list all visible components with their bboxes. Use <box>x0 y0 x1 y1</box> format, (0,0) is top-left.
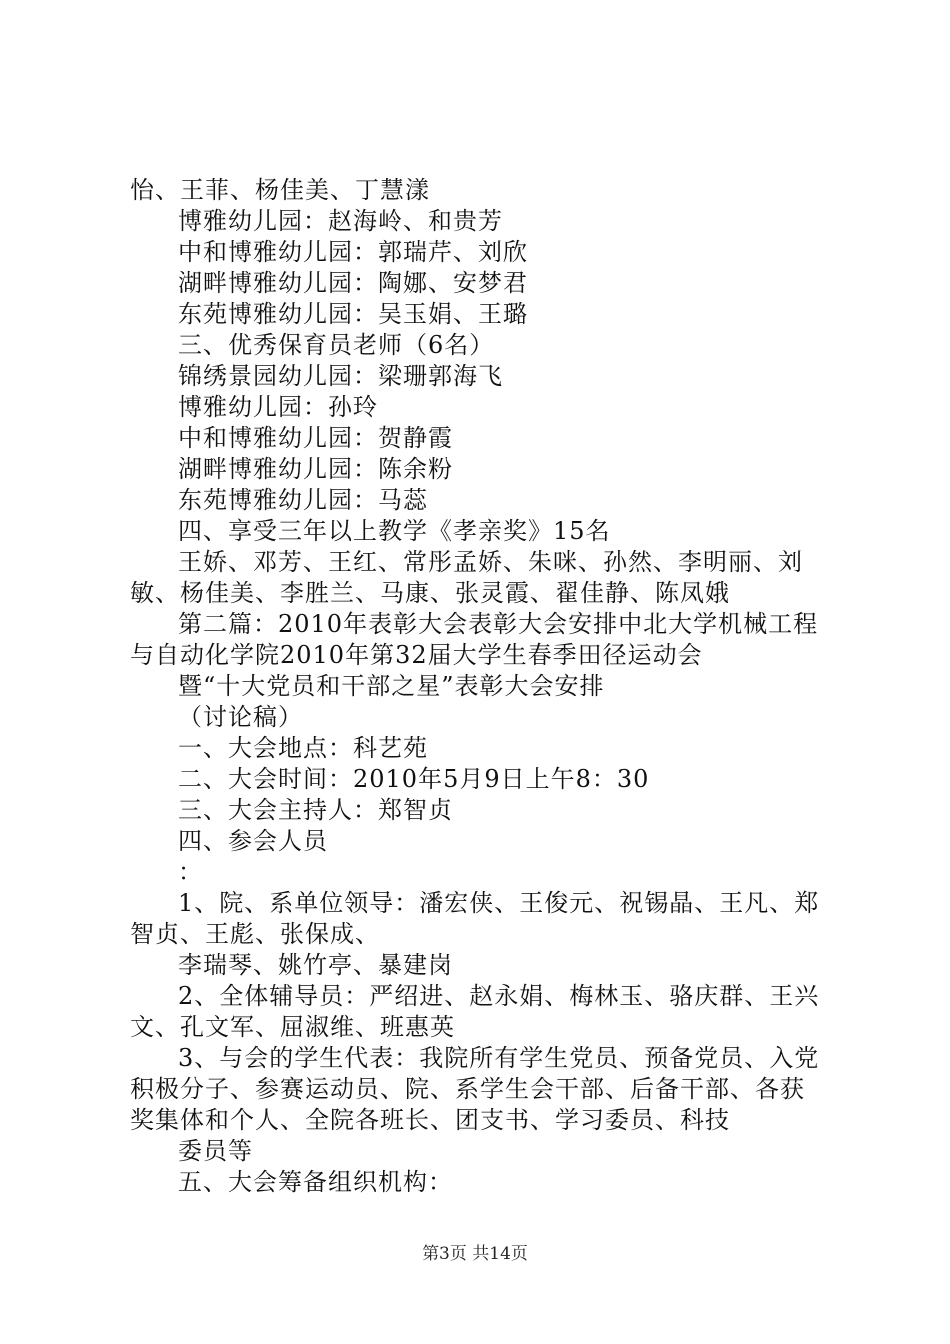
text-line: 文、孔文军、屈淑维、班惠英 <box>130 1013 455 1041</box>
text-line: 二、大会时间：2010年5月9日上午8：30 <box>178 765 650 793</box>
text-line: 奖集体和个人、全院各班长、团支书、学习委员、科技 <box>130 1106 730 1134</box>
text-line: 积极分子、参赛运动员、院、系学生会干部、后备干部、各获 <box>130 1075 805 1103</box>
text-line: 一、大会地点：科艺苑 <box>178 734 428 762</box>
text-line: 三、优秀保育员老师（6名） <box>178 331 495 359</box>
text-line: 四、参会人员 <box>178 827 328 855</box>
text-line: 中和博雅幼儿园：郭瑞芹、刘欣 <box>178 238 528 266</box>
text-line: 智贞、王彪、张保成、 <box>130 920 380 948</box>
document-body <box>130 175 830 1198</box>
page-footer: 第3页 共14页 <box>422 1244 528 1264</box>
text-line: 委员等 <box>178 1137 253 1165</box>
text-line: 博雅幼儿园：孙玲 <box>178 393 378 421</box>
text-line: 1、院、系单位领导：潘宏侠、王俊元、祝锡晶、王凡、郑 <box>178 889 820 917</box>
text-line: 博雅幼儿园：赵海岭、和贵芳 <box>178 207 503 235</box>
text-line: 李瑞琴、姚竹亭、暴建岗 <box>178 951 453 979</box>
text-line: 王娇、邓芳、王红、常彤孟娇、朱咪、孙然、李明丽、刘 <box>178 548 803 576</box>
text-line: 锦绣景园幼儿园：梁珊郭海飞 <box>178 362 503 390</box>
text-line: 暨“十大党员和干部之星”表彰大会安排 <box>178 672 605 700</box>
text-line: 四、享受三年以上教学《孝亲奖》15名 <box>178 517 611 545</box>
text-line: 中和博雅幼儿园：贺静霞 <box>178 424 453 452</box>
text-line: 第二篇：2010年表彰大会表彰大会安排中北大学机械工程 <box>178 610 819 638</box>
text-line: 2、全体辅导员：严绍进、赵永娟、梅林玉、骆庆群、王兴 <box>178 982 820 1010</box>
text-line: ： <box>178 858 203 886</box>
text-line: 湖畔博雅幼儿园：陶娜、安梦君 <box>178 269 528 297</box>
text-line: 东苑博雅幼儿园：马蕊 <box>178 486 428 514</box>
text-line: 三、大会主持人：郑智贞 <box>178 796 453 824</box>
text-line: 湖畔博雅幼儿园：陈余粉 <box>178 455 453 483</box>
text-line: 3、与会的学生代表：我院所有学生党员、预备党员、入党 <box>178 1044 820 1072</box>
text-line: 敏、杨佳美、李胜兰、马康、张灵霞、翟佳静、陈凤娥 <box>130 579 730 607</box>
text-line: 与自动化学院2010年第32届大学生春季田径运动会 <box>130 641 703 669</box>
text-line: （讨论稿） <box>178 703 303 731</box>
text-line: 怡、王菲、杨佳美、丁慧漾 <box>130 176 430 204</box>
text-line: 五、大会筹备组织机构： <box>178 1168 453 1196</box>
text-line: 东苑博雅幼儿园：吴玉娟、王璐 <box>178 300 528 328</box>
